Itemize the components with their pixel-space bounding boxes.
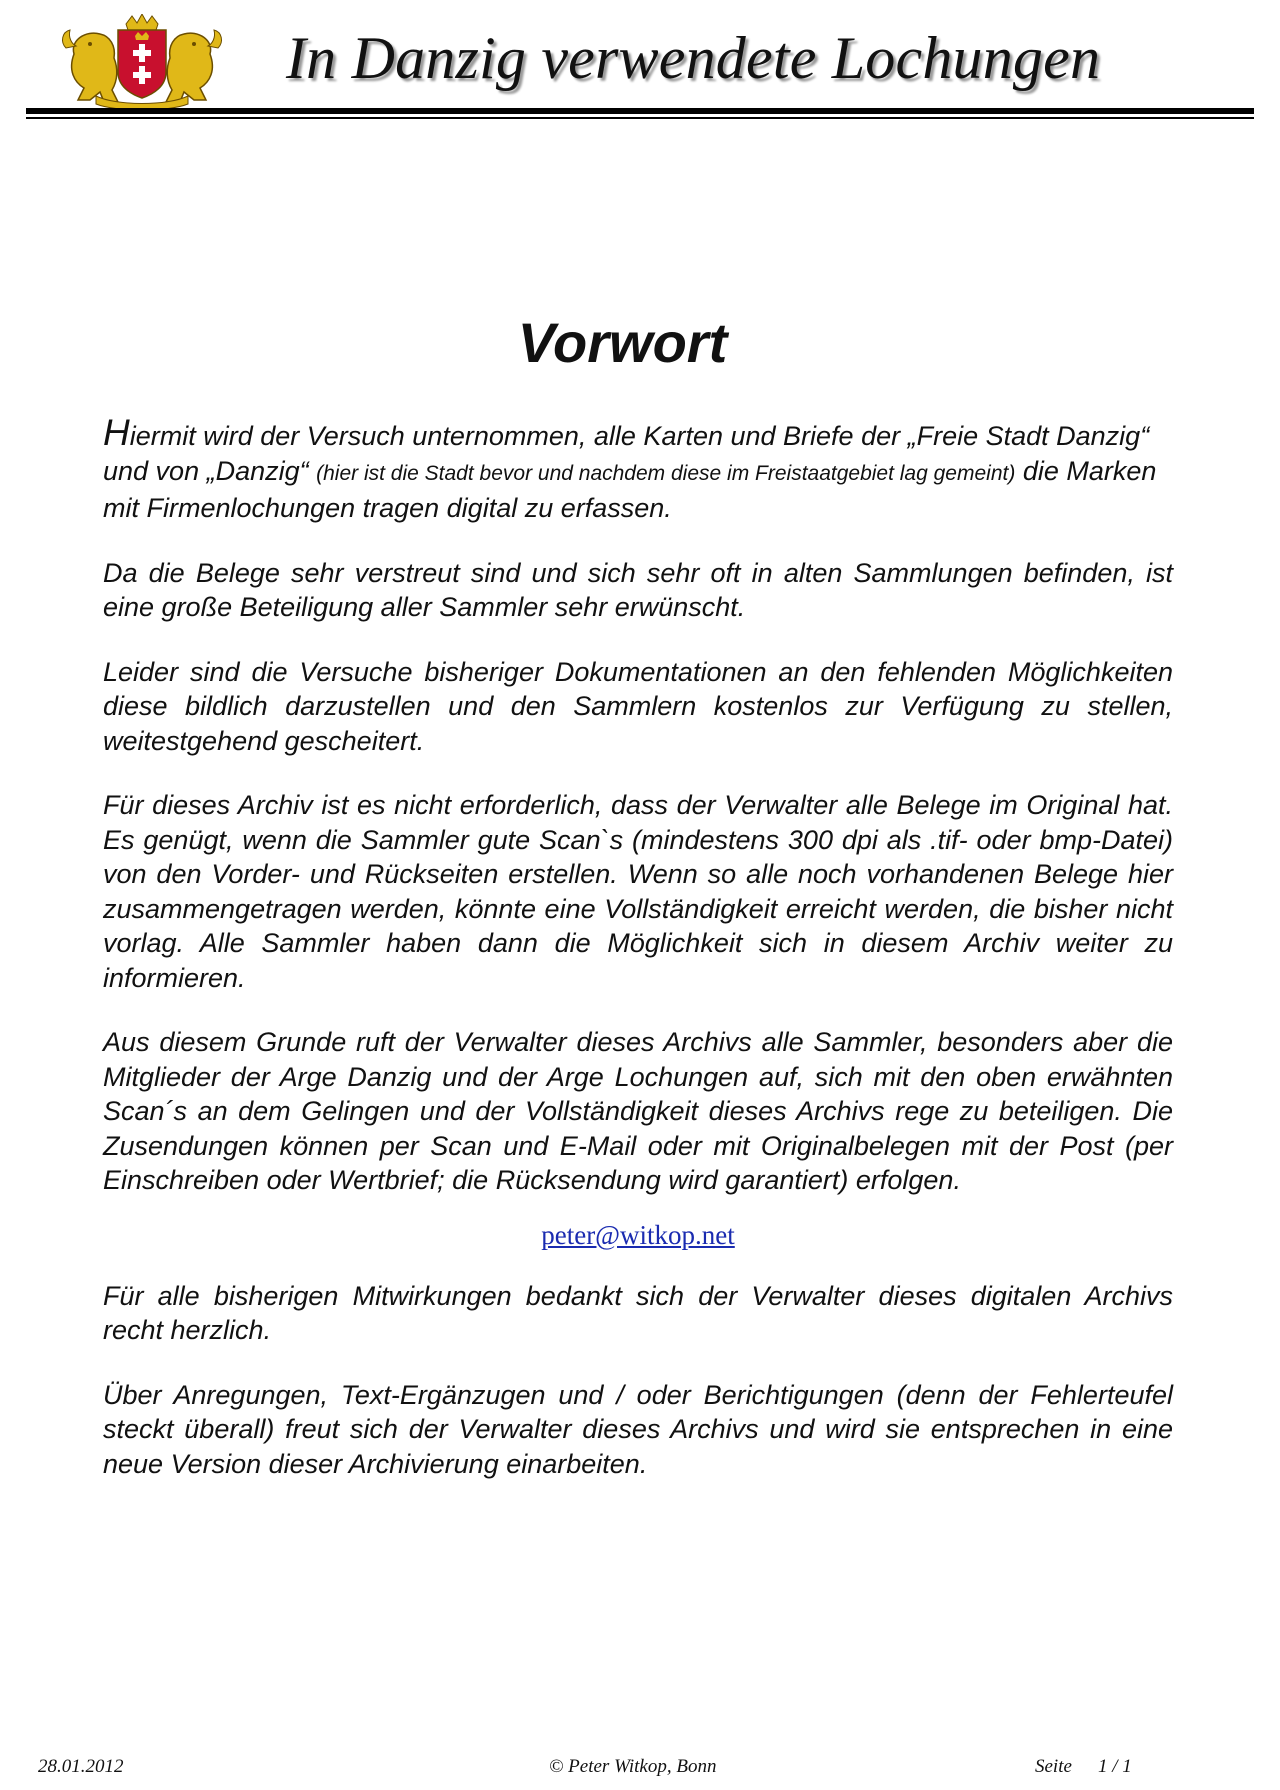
document-body <box>103 412 1173 1511</box>
intro-text-note: (hier ist die Stadt bevor und nachdem diese im Freistaatgebiet lag gemeint) <box>316 461 1016 485</box>
footer-copyright: © Peter Witkop, Bonn <box>549 1756 717 1777</box>
intro-text-part2: die Marken mit Firmenlochungen tragen digital zu erfassen. <box>103 455 1157 523</box>
paragraph-7: Über Anregungen, Text-Ergänzugen und / oder Berichtigungen (denn der Fehlerteufel steckt überall) freut sich der Verwalter dieses Archivs und wird sie entsprechen in eine neue Version dieser Archivierung einarbeiten. <box>103 1379 1173 1479</box>
header-rule-thin <box>26 117 1254 119</box>
page-header-title: In Danzig verwendete Lochungen <box>286 25 1101 91</box>
page-header <box>26 10 1254 120</box>
footer-page-number: 1 / 1 <box>1098 1756 1132 1777</box>
paragraph-3: Leider sind die Versuche bisheriger Dokumentationen an den fehlenden Möglichkeiten diese bildlich darzustellen und den Sammlern kostenlos zur Verfügung zu stellen, weitestgehend gescheitert. <box>103 656 1173 756</box>
paragraph-6: Für alle bisherigen Mitwirkungen bedankt sich der Verwalter dieses digitalen Archivs recht herzlich. <box>103 1280 1173 1345</box>
footer-date: 28.01.2012 <box>38 1756 124 1777</box>
paragraph-5: Aus diesem Grunde ruft der Verwalter dieses Archivs alle Sammler, besonders aber die Mitglieder der Arge Danzig und der Arge Lochungen auf, sich mit den oben erwähnten Scan´s an dem Gelingen und der Vollständigkeit dieses Archivs rege zu beteiligen. Die Zusendungen können per Scan und E-Mail oder mit Originalbelegen mit der Post (per Einschreiben oder Wertbrief; die Rücksendung wird garantiert) erfolgen. <box>103 1027 1173 1195</box>
paragraph-4: Für dieses Archiv ist es nicht erforderlich, dass der Verwalter alle Belege im Original hat. Es genügt, wenn die Sammler gute Scan`s (mindestens 300 dpi als .tif- oder bmp-Datei) von den Vorder- und Rückseiten erstellen. Wenn so alle noch vorhandenen Belege hier zusammengetragen werden, könnte eine Vollständigkeit erreicht werden, die bisher nicht vorlag. Alle Sammler haben dann die Möglichkeit sich in diesem Archiv weiter zu informieren. <box>103 790 1173 993</box>
danzig-coat-of-arms-icon <box>56 14 228 110</box>
document-title: Vorwort <box>517 311 728 374</box>
header-rule-thick <box>26 108 1254 114</box>
intro-text-part1: iermit wird der Versuch unternommen, alle Karten und Briefe der „Freie Stadt Danzig“ und von „Danzig“ <box>103 421 1150 486</box>
paragraph-intro <box>103 412 1173 526</box>
page-footer <box>0 1756 1280 1784</box>
paragraph-2: Da die Belege sehr verstreut sind und sich sehr oft in alten Sammlungen befinden, ist eine große Beteiligung aller Sammler sehr erwünscht. <box>103 557 1173 622</box>
footer-page-label: Seite <box>1035 1756 1072 1777</box>
email-link[interactable]: peter@witkop.net <box>541 1219 735 1250</box>
drop-cap: H <box>103 412 130 453</box>
